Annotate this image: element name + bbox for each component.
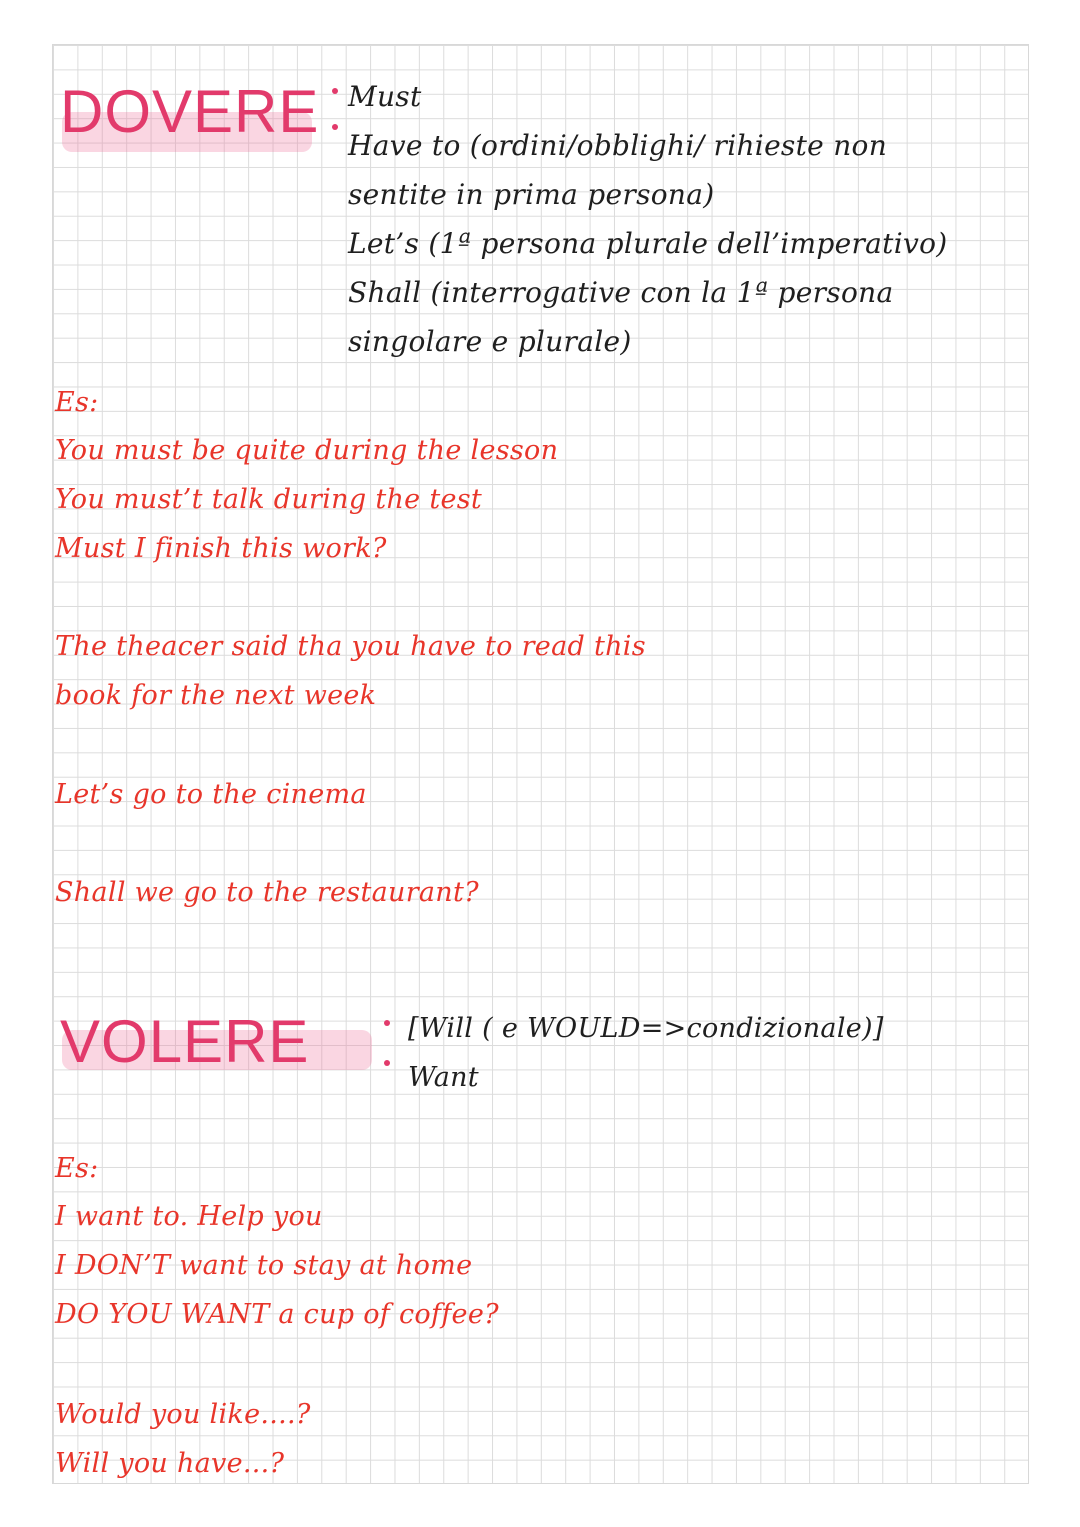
example-line: I want to. Help you (55, 1201, 323, 1232)
example-line: You must’t talk during the test (55, 484, 483, 515)
example-line: Must I finish this work? (55, 533, 387, 564)
example-line: Would you like....? (55, 1399, 311, 1430)
example-line: The theacer said tha you have to read this (55, 631, 646, 662)
colon-dot-top (332, 88, 338, 94)
example-line: book for the next week (55, 680, 377, 711)
volere-other-examples (55, 1390, 311, 1488)
example-line: Will you have...? (55, 1448, 285, 1479)
definition-line: Must (348, 80, 422, 113)
example-line: You must be quite during the lesson (55, 435, 559, 466)
dovere-shall-example: Shall we go to the restaurant? (55, 877, 479, 908)
definition-line: singolare e plurale) (348, 325, 632, 358)
dovere-title: DOVERE (60, 78, 320, 145)
dovere-lets-example: Let’s go to the cinema (55, 779, 367, 810)
definition-line: Let’s (1ª persona plurale dell’imperativo) (348, 227, 948, 260)
dovere-must-examples (55, 426, 558, 573)
volere-title: VOLERE (60, 1008, 310, 1075)
definition-line: sentite in prima persona) (348, 178, 715, 211)
colon-dot-bottom (384, 1060, 390, 1066)
colon-dot-top (384, 1020, 390, 1026)
definition-line: Want (408, 1062, 479, 1093)
definition-line: [Will ( e WOULD=>condizionale)] (408, 1013, 884, 1044)
volere-definitions (408, 1004, 884, 1102)
example-line: DO YOU WANT a cup of coffee? (55, 1299, 499, 1330)
definition-line: Have to (ordini/obblighi/ rihieste non (348, 129, 888, 162)
colon-dot-bottom (332, 124, 338, 130)
volere-want-examples (55, 1192, 499, 1339)
definition-line: Shall (interrogative con la 1ª persona (348, 276, 894, 309)
volere-es-label: Es: (55, 1153, 99, 1184)
example-line: I DON’T want to stay at home (55, 1250, 473, 1281)
dovere-definitions (348, 72, 947, 366)
dovere-have-to-example (55, 622, 646, 720)
dovere-es-label: Es: (55, 387, 99, 418)
